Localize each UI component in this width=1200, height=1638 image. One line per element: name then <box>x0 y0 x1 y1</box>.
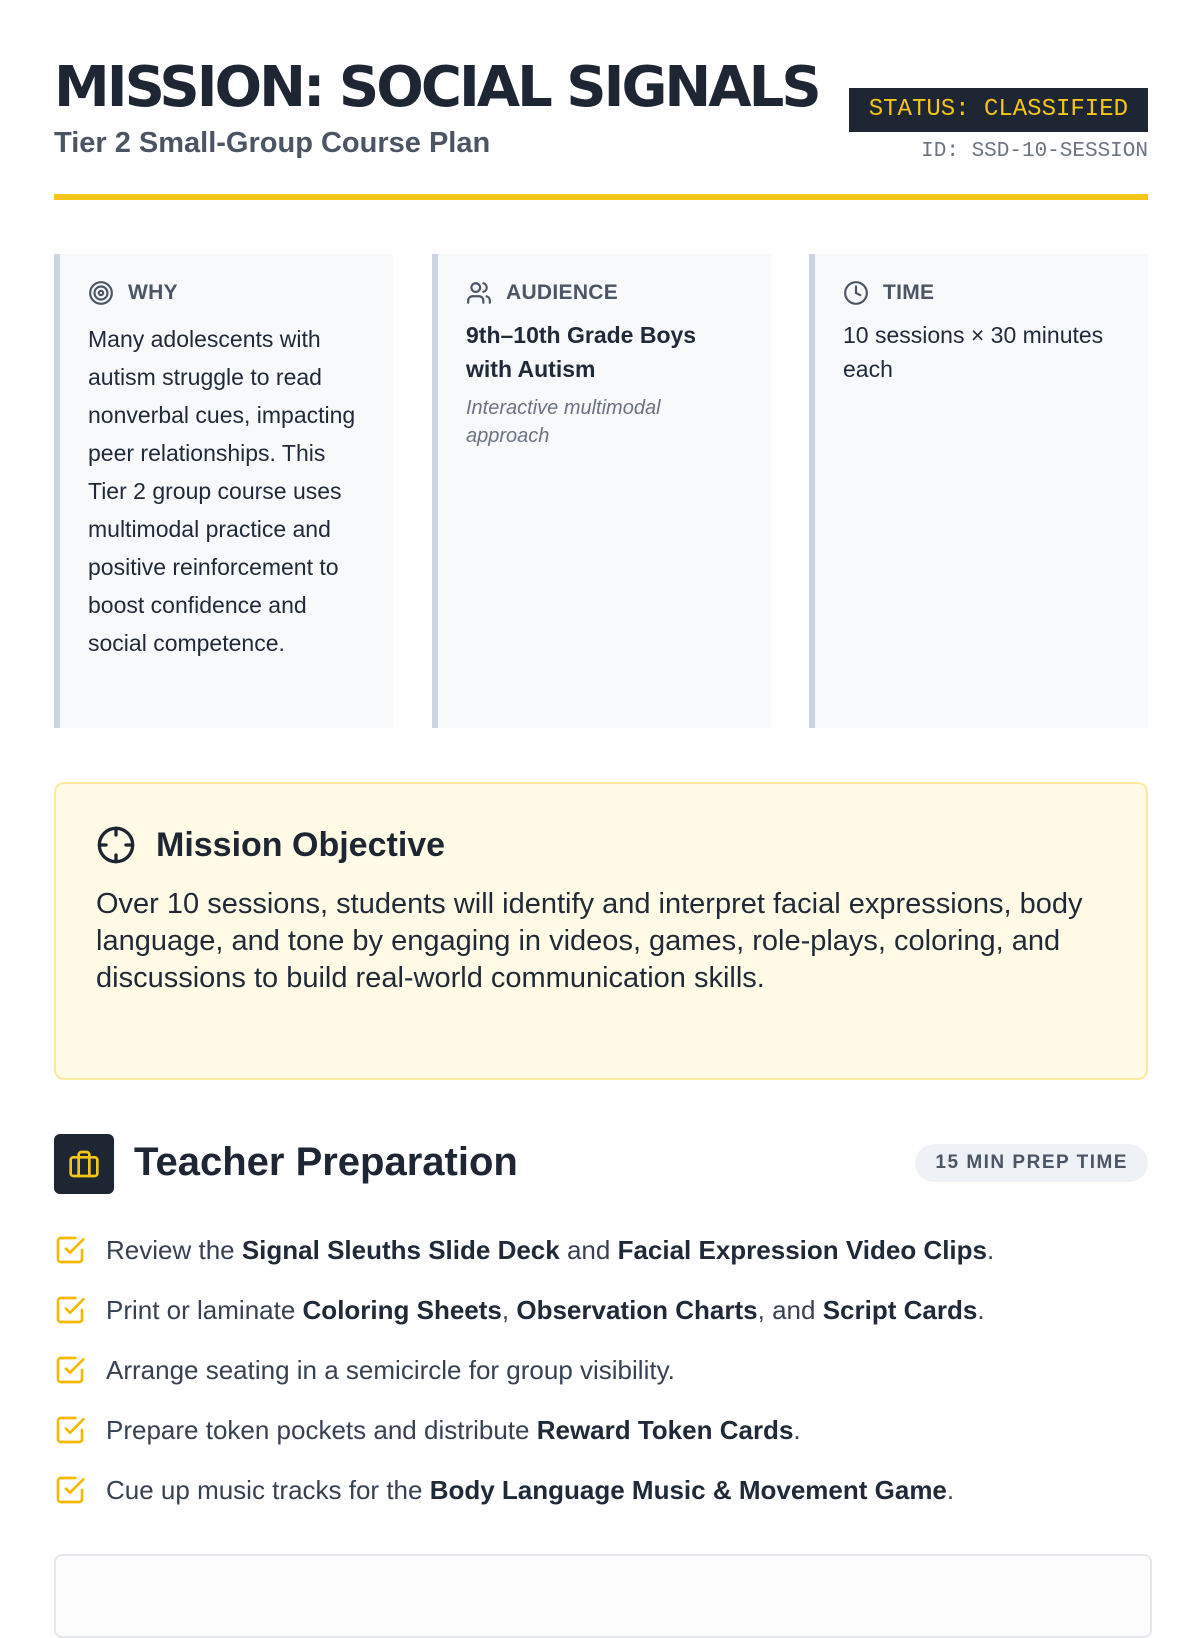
checkbox-checked-icon <box>54 1354 86 1386</box>
objective-text: Over 10 sessions, students will identify and interpret facial expressions, body language, and tone by engaging in videos, games, role-plays, coloring, and discussions to build real-world communication skills. <box>96 888 1083 994</box>
prep-icon-box <box>54 1134 114 1194</box>
info-cards <box>54 254 1148 728</box>
why-card <box>54 254 393 728</box>
objective-title: Mission Objective <box>156 825 446 864</box>
prep-item-text: Review the Signal Sleuths Slide Deck and Facial Expression Video Clips. <box>106 1234 995 1265</box>
prep-item-text: Arrange seating in a semicircle for group visibility. <box>106 1354 675 1385</box>
target-icon <box>88 280 114 306</box>
audience-note: Interactive multimodal approach <box>466 397 661 447</box>
mission-objective <box>54 782 1148 1080</box>
checkbox-checked-icon <box>54 1294 86 1326</box>
teacher-prep-header <box>54 1134 1148 1194</box>
crosshair-icon <box>96 825 136 865</box>
prep-item <box>54 1460 1148 1520</box>
checkbox-checked-icon <box>54 1234 86 1266</box>
next-section-card <box>54 1554 1152 1638</box>
header-divider <box>54 194 1148 200</box>
time-card <box>809 254 1148 728</box>
session-id: ID: SSD-10-SESSION <box>921 140 1148 163</box>
prep-item <box>54 1280 1148 1340</box>
prep-title: Teacher Preparation <box>134 1140 518 1184</box>
page-header <box>54 0 1148 200</box>
why-label: WHY <box>128 281 178 304</box>
prep-time-badge: 15 MIN PREP TIME <box>915 1144 1148 1182</box>
prep-item <box>54 1340 1148 1400</box>
clock-icon <box>843 280 869 306</box>
checkbox-checked-icon <box>54 1474 86 1506</box>
briefcase-icon <box>68 1148 100 1180</box>
prep-checklist <box>54 1220 1148 1520</box>
time-label: TIME <box>883 281 935 304</box>
audience-card <box>432 254 771 728</box>
course-plan-page <box>54 0 1148 1505</box>
audience-label: AUDIENCE <box>506 281 619 304</box>
page-title: MISSION: SOCIAL SIGNALS <box>54 55 819 120</box>
prep-item-text: Print or laminate Coloring Sheets, Observation Charts, and Script Cards. <box>106 1294 985 1325</box>
checkbox-checked-icon <box>54 1414 86 1446</box>
prep-item-text: Cue up music tracks for the Body Language Music & Movement Game. <box>106 1474 955 1505</box>
users-icon <box>466 280 492 306</box>
prep-item <box>54 1220 1148 1280</box>
status-badge: STATUS: CLASSIFIED <box>849 88 1148 132</box>
prep-item <box>54 1400 1148 1460</box>
page-subtitle: Tier 2 Small-Group Course Plan <box>54 127 491 159</box>
time-text: 10 sessions × 30 minutes each <box>843 322 1104 382</box>
why-text: Many adolescents with autism struggle to read nonverbal cues, impacting peer relationships. This Tier 2 group course uses multimodal practice and positive reinforcement to boost confidence and social competence. <box>88 326 356 656</box>
prep-item-text: Prepare token pockets and distribute Reward Token Cards. <box>106 1414 801 1445</box>
audience-primary: 9th–10th Grade Boys with Autism <box>466 322 697 382</box>
